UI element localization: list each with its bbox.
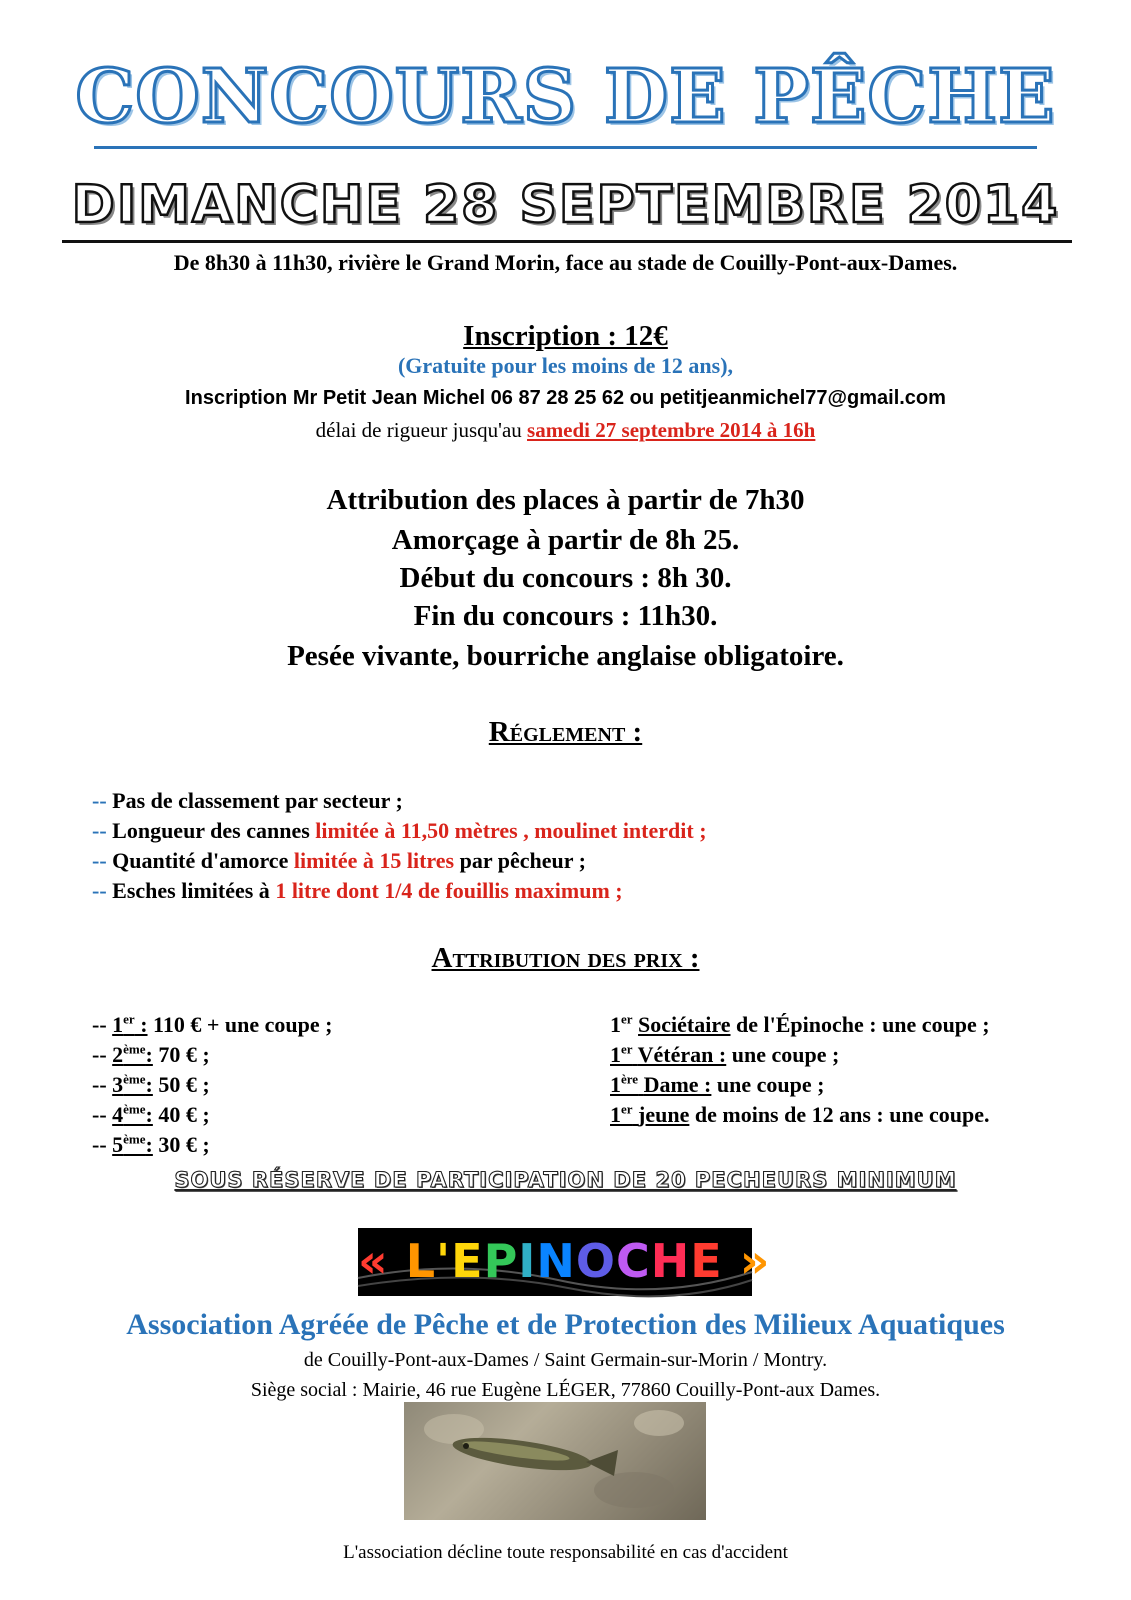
prize-value: 70 € ; [158,1042,210,1067]
reglement-item [92,816,707,846]
item-highlight: limitée à 11,50 mètres , moulinet interdit ; [315,818,707,843]
event-date: DIMANCHE 28 SEPTEMBRE 2014 [71,175,1060,235]
participation-notice: SOUS RÉSERVE DE PARTICIPATION DE 20 PECHEURS MINIMUM [174,1168,957,1192]
dash: -- [92,1072,107,1097]
fish-photo [404,1402,706,1520]
prize-value: 30 € ; [158,1132,210,1157]
special-prize: 1er Sociétaire de l'Épinoche : une coupe ; [610,1011,990,1037]
schedule-line: Début du concours : 8h 30. [399,562,732,594]
dash: -- [92,848,107,873]
item-text: Pas de classement par secteur ; [112,788,403,813]
inscription-free-note: (Gratuite pour les moins de 12 ans), [397,353,734,378]
event-location: De 8h30 à 11h30, rivière le Grand Morin, face au stade de Couilly-Pont-aux-Dames. [173,250,958,275]
deadline-date: samedi 27 septembre 2014 à 16h [527,418,816,442]
item-highlight: limitée à 15 litres [293,848,455,873]
prize-rank: 1er : [112,1011,148,1037]
inscription-title: Inscription : 12€ [463,320,668,352]
prize-value: 110 € + une coupe ; [153,1012,333,1037]
title-underline [94,146,1037,149]
fish-icon [404,1402,706,1520]
special-prize: 1ère Dame : une coupe ; [610,1071,825,1097]
item-text: Esches limitées à [112,878,270,903]
date-underline [62,240,1072,243]
dash: -- [92,1012,107,1037]
schedule-line: Fin du concours : 11h30. [413,600,718,632]
special-prize-label: Sociétaire [638,1012,731,1037]
association-address: Siège social : Mairie, 46 rue Eugène LÉGER, 77860 Couilly-Pont-aux Dames. [250,1379,881,1401]
special-prize-label: Dame : [643,1072,712,1097]
dash: -- [92,1042,107,1067]
inscription-contact: Inscription Mr Petit Jean Michel 06 87 28 25 62 ou petitjeanmichel77@gmail.com [185,387,946,409]
special-prize-rest: de moins de 12 ans : une coupe. [694,1102,990,1127]
prix-title: Attribution des prix : [431,942,700,974]
prize-rank: 4ème: [112,1101,153,1127]
special-prize: 1er Vétéran : une coupe ; [610,1041,840,1067]
reglement-item [92,846,586,876]
special-prize-label: jeune [638,1102,690,1127]
prize-rank: 3ème: [112,1071,153,1097]
item-text: Longueur des cannes [112,818,310,843]
prize-item [92,1100,210,1130]
special-prize-rest: de l'Épinoche : une coupe ; [736,1012,990,1037]
association-name: Association Agréée de Pêche et de Protection des Milieux Aquatiques [126,1308,1005,1341]
dash: -- [92,788,107,813]
dash: -- [92,818,107,843]
deadline-prefix: délai de rigueur jusqu'au [315,418,522,442]
prize-item [92,1130,210,1160]
dash: -- [92,1102,107,1127]
disclaimer: L'association décline toute responsabilité en cas d'accident [343,1542,788,1563]
inscription-deadline [0,416,1131,444]
special-prize-label: Vétéran : [637,1042,727,1067]
special-prize-rest: une coupe ; [716,1072,825,1097]
epinoche-logo [358,1228,771,1296]
dash: -- [92,878,107,903]
reglement-item [92,786,403,816]
logo-text: « L'EPINOCHE » [358,1234,771,1288]
page-title: CONCOURS DE PÊCHE [75,54,1056,140]
prize-item [92,1040,210,1070]
association-towns: de Couilly-Pont-aux-Dames / Saint Germain-sur-Morin / Montry. [303,1349,828,1371]
special-prize: 1er jeune de moins de 12 ans : une coupe. [610,1101,990,1127]
prize-rank: 5ème: [112,1131,153,1157]
prize-item [92,1070,210,1100]
schedule-line: Attribution des places à partir de 7h30 [326,484,805,516]
reglement-item [92,876,623,906]
schedule-line: Amorçage à partir de 8h 25. [391,524,740,556]
reglement-title: Réglement : [488,716,643,748]
special-prize-rest: une coupe ; [731,1042,840,1067]
schedule-line: Pesée vivante, bourriche anglaise obligatoire. [287,640,844,672]
item-text: Quantité d'amorce [112,848,289,873]
prize-value: 40 € ; [158,1102,210,1127]
item-tail: par pêcheur ; [459,848,586,873]
item-highlight: 1 litre dont 1/4 de fouillis maximum ; [275,878,623,903]
prize-rank: 2ème: [112,1041,153,1067]
dash: -- [92,1132,107,1157]
prize-value: 50 € ; [158,1072,210,1097]
prize-item [92,1010,332,1040]
